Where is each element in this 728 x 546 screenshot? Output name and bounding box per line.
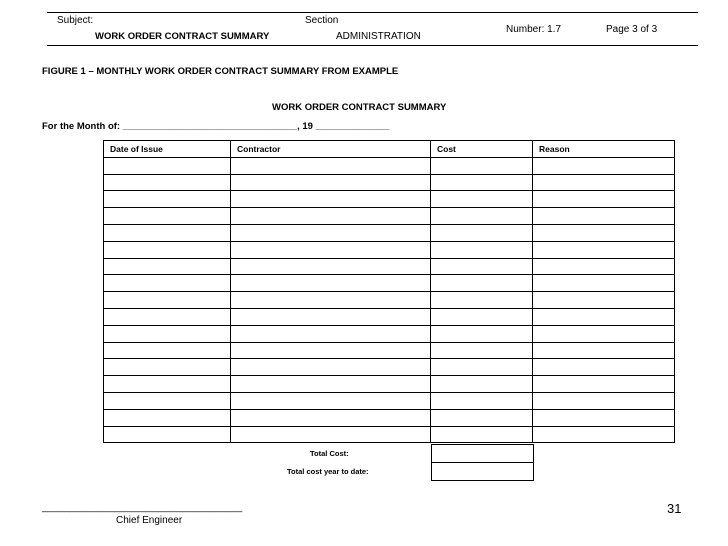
table-cell bbox=[104, 258, 231, 275]
table-cell bbox=[231, 325, 431, 342]
table-row bbox=[104, 258, 675, 275]
table-cell bbox=[231, 258, 431, 275]
table-cell bbox=[104, 376, 231, 393]
table-row bbox=[104, 409, 675, 426]
total-ytd-label: Total cost year to date: bbox=[287, 467, 369, 476]
table-cell bbox=[231, 208, 431, 225]
table-cell bbox=[431, 426, 533, 443]
table-cell bbox=[533, 325, 675, 342]
table-cell bbox=[533, 275, 675, 292]
table-cell bbox=[431, 292, 533, 309]
table-cell bbox=[104, 292, 231, 309]
table-cell bbox=[104, 409, 231, 426]
total-cost-label: Total Cost: bbox=[310, 449, 349, 458]
column-header: Contractor bbox=[231, 141, 431, 158]
month-line: For the Month of: _________________________________, 19 ______________ bbox=[42, 121, 390, 132]
table-body bbox=[104, 157, 675, 443]
column-header: Cost bbox=[431, 141, 533, 158]
table-cell bbox=[104, 308, 231, 325]
table-row bbox=[104, 325, 675, 342]
table-cell bbox=[431, 157, 533, 174]
table-cell bbox=[231, 241, 431, 258]
table-row bbox=[104, 376, 675, 393]
section-label: Section bbox=[305, 15, 339, 26]
table-cell bbox=[431, 342, 533, 359]
table-cell bbox=[533, 359, 675, 376]
table-cell bbox=[104, 191, 231, 208]
table-cell bbox=[533, 157, 675, 174]
table-cell bbox=[231, 275, 431, 292]
form-title: WORK ORDER CONTRACT SUMMARY bbox=[272, 102, 447, 113]
table-cell bbox=[231, 191, 431, 208]
table-cell bbox=[431, 208, 533, 225]
table-cell bbox=[431, 275, 533, 292]
table-cell bbox=[533, 224, 675, 241]
table-cell bbox=[104, 241, 231, 258]
contract-summary-table bbox=[103, 140, 675, 443]
column-header: Reason bbox=[533, 141, 675, 158]
table-cell bbox=[431, 376, 533, 393]
table-header-row bbox=[104, 141, 675, 158]
table-cell bbox=[431, 224, 533, 241]
page-indicator: Page 3 of 3 bbox=[606, 24, 658, 35]
table-row bbox=[104, 275, 675, 292]
table-cell bbox=[533, 409, 675, 426]
table-cell bbox=[104, 275, 231, 292]
signature-label: Chief Engineer bbox=[116, 515, 183, 526]
table-row bbox=[104, 359, 675, 376]
table-cell bbox=[533, 258, 675, 275]
table-cell bbox=[533, 308, 675, 325]
table-cell bbox=[431, 409, 533, 426]
table-row bbox=[104, 292, 675, 309]
column-header: Date of Issue bbox=[104, 141, 231, 158]
table-row bbox=[104, 174, 675, 191]
table-cell bbox=[104, 224, 231, 241]
table-row bbox=[104, 426, 675, 443]
table-cell bbox=[431, 359, 533, 376]
table-cell bbox=[431, 174, 533, 191]
table-cell bbox=[533, 292, 675, 309]
page-number: 31 bbox=[667, 501, 682, 516]
header-bottom-rule bbox=[47, 45, 698, 46]
figure-caption: FIGURE 1 – MONTHLY WORK ORDER CONTRACT SUMMARY FROM EXAMPLE bbox=[42, 66, 399, 77]
table-cell bbox=[231, 308, 431, 325]
table-cell bbox=[231, 292, 431, 309]
table-cell bbox=[431, 392, 533, 409]
table-cell bbox=[104, 157, 231, 174]
table-cell bbox=[533, 174, 675, 191]
subject-value: WORK ORDER CONTRACT SUMMARY bbox=[95, 31, 270, 42]
section-value: ADMINISTRATION bbox=[336, 31, 421, 42]
table-cell bbox=[431, 258, 533, 275]
table-row bbox=[104, 308, 675, 325]
table-row bbox=[104, 157, 675, 174]
table-cell bbox=[533, 241, 675, 258]
table-row bbox=[104, 392, 675, 409]
table-row bbox=[104, 191, 675, 208]
table-cell bbox=[104, 359, 231, 376]
table-cell bbox=[104, 392, 231, 409]
table-cell bbox=[231, 224, 431, 241]
table-cell bbox=[231, 392, 431, 409]
table-cell bbox=[104, 174, 231, 191]
table-cell bbox=[431, 308, 533, 325]
table-cell bbox=[533, 208, 675, 225]
total-ytd-box bbox=[431, 462, 534, 481]
table-cell bbox=[231, 409, 431, 426]
table-cell bbox=[533, 392, 675, 409]
signature-line: ____________________________________ bbox=[42, 502, 243, 513]
table-row bbox=[104, 342, 675, 359]
table-cell bbox=[231, 376, 431, 393]
table-cell bbox=[533, 426, 675, 443]
table-cell bbox=[104, 208, 231, 225]
table-cell bbox=[104, 325, 231, 342]
table-row bbox=[104, 208, 675, 225]
header-top-rule bbox=[47, 12, 698, 13]
table-cell bbox=[533, 376, 675, 393]
table-cell bbox=[104, 426, 231, 443]
subject-label: Subject: bbox=[57, 15, 94, 26]
table-cell bbox=[431, 191, 533, 208]
table-row bbox=[104, 241, 675, 258]
table-cell bbox=[231, 157, 431, 174]
table-cell bbox=[231, 359, 431, 376]
table-cell bbox=[431, 325, 533, 342]
table-row bbox=[104, 224, 675, 241]
table-cell bbox=[533, 191, 675, 208]
table-cell bbox=[533, 342, 675, 359]
table-cell bbox=[431, 241, 533, 258]
table-cell bbox=[104, 342, 231, 359]
table-cell bbox=[231, 342, 431, 359]
document-number: Number: 1.7 bbox=[506, 24, 562, 35]
total-cost-box bbox=[431, 444, 534, 463]
table-cell bbox=[231, 426, 431, 443]
table-cell bbox=[231, 174, 431, 191]
